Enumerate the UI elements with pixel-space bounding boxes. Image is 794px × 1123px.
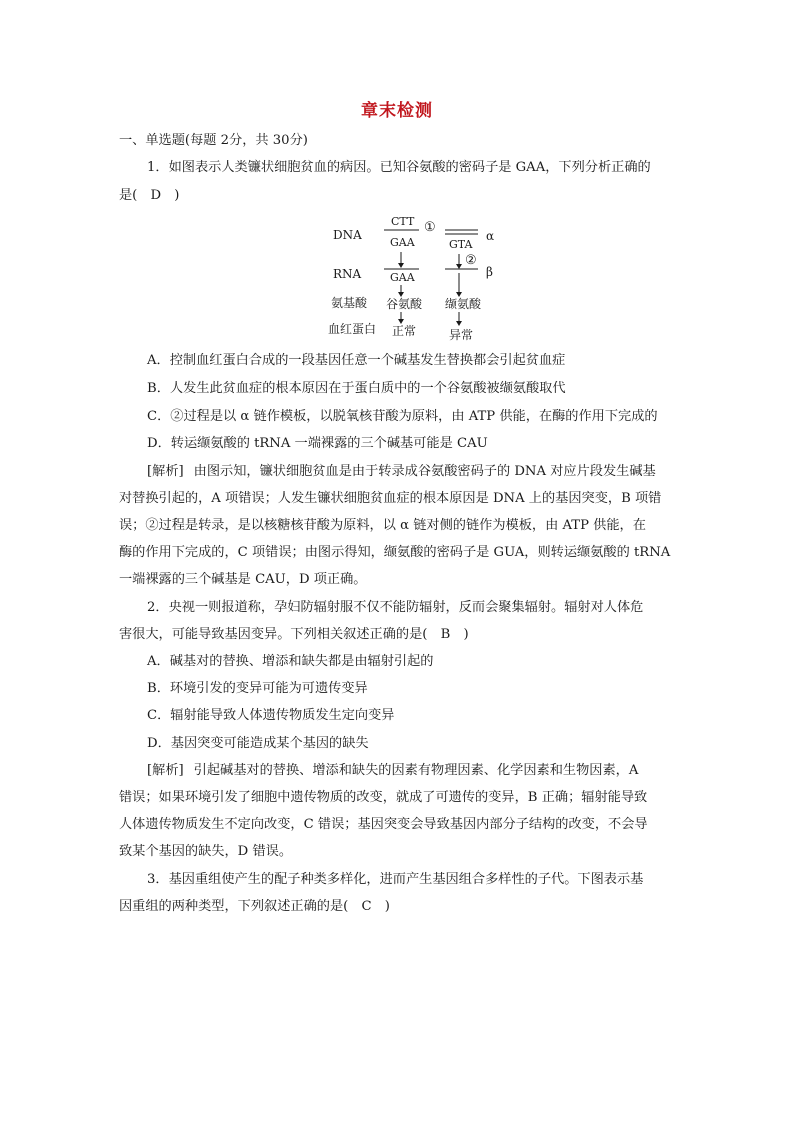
q1-option-d: D．转运缬氨酸的 tRNA 一端裸露的三个碱基可能是 CAU	[147, 436, 488, 451]
q2-option-d: D．基因突变可能造成某个基因的缺失	[147, 736, 369, 751]
diagram-row-rna: RNA	[333, 267, 362, 281]
diagram-abnormal: 异常	[449, 328, 474, 342]
q1-explanation-line2: 对替换引起的，A 项错误；人发生镰状细胞贫血症的根本原因是 DNA 上的基因突变，B 项错	[119, 491, 662, 506]
q2-explanation-line3: 人体遗传物质发生不定向改变，C 错误；基因突变会导致基因内部分子结构的改变，不会导	[119, 817, 648, 832]
q1-option-c: C．②过程是以 α 链作模板，以脱氧核苷酸为原料，由 ATP 供能，在酶的作用下完成的	[147, 409, 658, 424]
q2-explanation-line1	[147, 761, 679, 781]
q2-stem-line1: 2．央视一则报道称，孕妇防辐射服不仅不能防辐射，反而会聚集辐射。辐射对人体危	[147, 600, 644, 615]
q1-explanation-line4: 酶的作用下完成的，C 项错误；由图示得知，缬氨酸的密码子是 GUA，则转运缬氨酸的 tRNA	[119, 545, 671, 560]
section-heading: 一、单选题(每题 2分，共 30分)	[119, 133, 308, 148]
diagram-arrowhead-protein-right	[456, 321, 462, 326]
diagram-arrowhead-transcription-right	[456, 264, 462, 269]
q2-explanation-text1: 引起碱基对的替换、增添和缺失的因素有物理因素、化学因素和生物因素，A	[193, 763, 639, 778]
diagram-gaa-dna: GAA	[390, 236, 415, 249]
diagram-gaa-rna: GAA	[390, 271, 415, 284]
q3-stem-line2: 因重组的两种类型，下列叙述正确的是( C )	[119, 899, 390, 914]
q1-jiexi-label: [解析]	[147, 464, 184, 479]
diagram-gta: GTA	[449, 238, 473, 251]
q3-stem-line1: 3．基因重组使产生的配子种类多样化，进而产生基因组合多样性的子代。下图表示基	[147, 872, 644, 887]
page-title: 章末检测	[361, 101, 433, 121]
q1-stem-line1: 1．如图表示人类镰状细胞贫血的病因。已知谷氨酸的密码子是 GAA，下列分析正确的	[147, 160, 651, 175]
diagram-step1: ①	[424, 220, 436, 235]
q2-option-c: C．辐射能导致人体遗传物质发生定向变异	[147, 708, 395, 723]
q1-stem-line2: 是( D )	[119, 188, 180, 203]
q2-explanation-line2: 错误；如果环境引发了细胞中遗传物质的改变，就成了可遗传的变异，B 正确；辐射能导致	[119, 790, 648, 805]
diagram-row-amino-acid: 氨基酸	[331, 296, 368, 310]
q2-option-a: A．碱基对的替换、增添和缺失都是由辐射引起的	[147, 654, 434, 669]
diagram-arrowhead-transcription-left	[398, 263, 404, 268]
q1-explanation-line1	[147, 462, 679, 482]
q1-explanation-line3: 误；②过程是转录，是以核糖核苷酸为原料，以 α 链对侧的链作为模板，由 ATP 供能，在	[119, 518, 646, 533]
q1-explanation-line5: 一端裸露的三个碱基是 CAU，D 项正确。	[119, 572, 367, 587]
q2-explanation-line4: 致某个基因的缺失，D 错误。	[119, 844, 293, 859]
q2-jiexi-label: [解析]	[147, 763, 184, 778]
diagram-beta: β	[486, 265, 493, 279]
diagram-step2: ②	[465, 253, 477, 268]
diagram-row-dna: DNA	[333, 228, 362, 242]
q2-stem-line2: 害很大，可能导致基因变异。下列相关叙述正确的是( B )	[119, 627, 469, 642]
q1-explanation-text1: 由图示知，镰状细胞贫血是由于转录成谷氨酸密码子的 DNA 对应片段发生碱基	[193, 464, 656, 479]
sickle-cell-diagram	[328, 208, 508, 344]
diagram-valine: 缬氨酸	[445, 297, 482, 311]
diagram-normal: 正常	[392, 324, 417, 338]
diagram-row-hemoglobin: 血红蛋白	[328, 322, 377, 336]
q1-option-a: A．控制血红蛋白合成的一段基因任意一个碱基发生替换都会引起贫血症	[147, 353, 566, 368]
q2-option-b: B．环境引发的变异可能为可遗传变异	[147, 681, 368, 696]
diagram-ctt: CTT	[391, 215, 415, 228]
diagram-alpha: α	[486, 229, 495, 243]
diagram-glutamate: 谷氨酸	[386, 297, 423, 311]
q1-option-b: B．人发生此贫血症的根本原因在于蛋白质中的一个谷氨酸被缬氨酸取代	[147, 381, 566, 396]
